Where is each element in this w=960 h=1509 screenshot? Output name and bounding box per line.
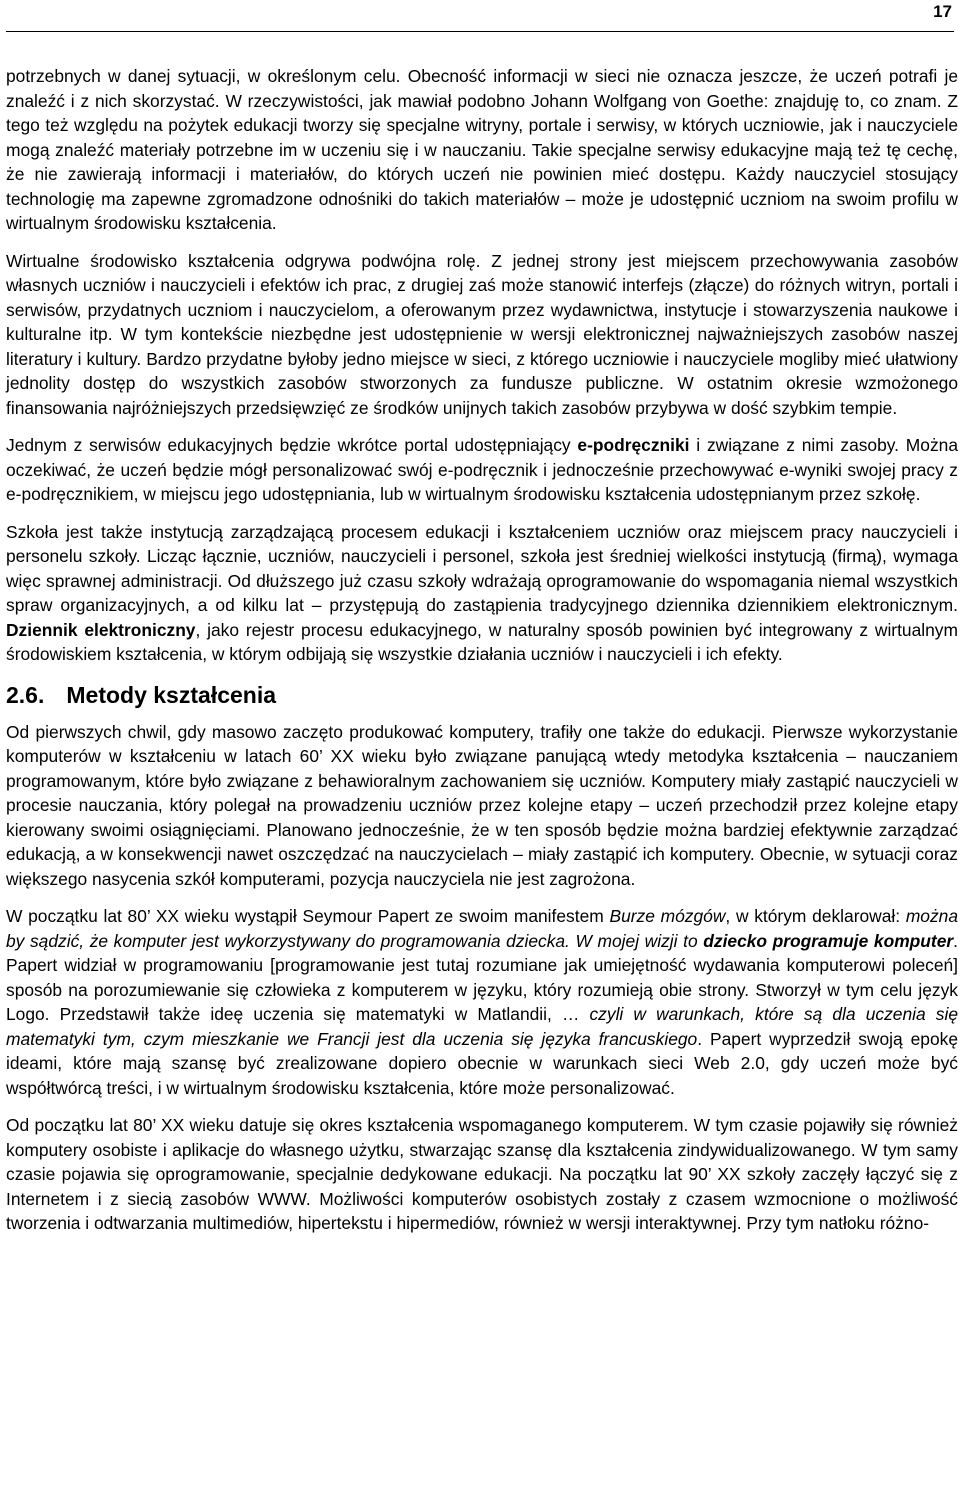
paragraph-6-text-d: . Papert wyprzedził swoją epokę ideami, które mają szansę być zrealizowane dopiero obecnie w warunkach sieci Web 2.0, gdy uczeń może być współtwórcą treści, i w wirtualnym środowisku kształcenia, które może personalizować. (6, 1028, 959, 1098)
papert-quote: można by sądzić, że komputer jest wykorzystywany do programowania dziecka. W mojej wizji to (6, 906, 959, 951)
section-heading (6, 680, 958, 710)
term-dziennik-elektroniczny: Dziennik elektroniczny (6, 619, 196, 640)
paragraph-6-text-c: . Papert widział w programowaniu [programowanie jest tutaj rozumiane jak umiejętność wydawania komputerowi poleceń] sposób na porozumiewanie się człowieka z komputerem w języku, który rozumieją obie strony. Stworzył w tym celu język Logo. Przedstawił także ideę uczenia się matematyki w Matlandii, … (6, 930, 958, 1024)
paragraph-6-text-b: , w którym deklarował: (725, 906, 906, 926)
paragraph-5-text: Od pierwszych chwil, gdy masowo zaczęto produkować komputery, trafiły one także do edukacji. Pierwsze wykorzystanie komputerów w kształceniu w latach 60’ XX wieku było związane panującą wtedy metodyka kształcenia – nauczaniem programowanym, które było związane z behawioralnym zachowaniem się uczniów. Komputery miały zastąpić nauczycieli w procesie nauczania, który polegał na prowadzeniu uczniów przez kolejne etapy – uczeń przechodził przez kolejne etapy kierowany swoimi osiągnięciami. Planowano jednocześnie, że w ten sposób będzie można bardziej efektywnie zarządzać edukacją, a w konsekwencji nawet oszczędzać na nauczycielach – miały zastąpić ich komputery. Obecnie, w sytuacji coraz większego nasycenia szkół komputerami, pozycja nauczyciela nie jest zagrożona. (6, 721, 958, 889)
title-burze-mozgow: Burze mózgów (609, 906, 726, 926)
paragraph-1 (6, 64, 958, 236)
paragraph-1-text: potrzebnych w danej sytuacji, w określonym celu. Obecność informacji w sieci nie oznacza jeszcze, że uczeń potrafi je znaleźć i z nich skorzystać. W rzeczywistości, jak mawiał podobno Johann Wolfgang von Goethe: znajduję to, co znam. Z tego też względu na pożytek edukacji tworzy się specjalne witryny, portale i serwisy, w których uczniowie, jak i nauczyciele mogą znaleźć materiały potrzebne im w uczeniu się i w nauczaniu. Takie specjalne serwisy edukacyjne mają też tę cechę, że nie zawierają informacji i materiałów, do których uczeń nie powinien mieć dostępu. Każdy nauczyciel stosujący technologię ma zapewne zgromadzone odnośniki do takich materiałów – może je udostępnić uczniom na swoim profilu w wirtualnym środowisku kształcenia. (6, 66, 958, 233)
section-title: Metody kształcenia (66, 681, 277, 708)
paragraph-2 (6, 249, 958, 421)
paragraph-7-text: Od początku lat 80’ XX wieku datuje się okres kształcenia wspomaganego komputerem. W tym czasie pojawiły się również komputery osobiste i aplikacje do własnego użytku, stwarzając szansę dla kształcenia zindywidualizowanego. W tym samy czasie pojawia się oprogramowanie, specjalnie dedykowane edukacji. Na początku lat 90’ XX szkoły zaczęły łączyć się z Internetem i z siecią zasobów WWW. Możliwości komputerów osobistych zostały z czasem wzmocnione o możliwość tworzenia i odtwarzania multimediów, hipertekstu i hipermediów, również w wersji interaktywnej. Przy tym natłoku różno- (6, 1115, 958, 1233)
paragraph-4 (6, 520, 958, 667)
paragraph-2-text: Wirtualne środowisko kształcenia odgrywa podwójna rolę. Z jednej strony jest miejscem przechowywania zasobów własnych uczniów i nauczycieli i efektów ich prac, z drugiej zaś może stanowić interfejs (złącze) do różnych witryn, portali i serwisów, przydatnych uczniom i nauczycielom, a oferowanym przez wydawnictwa, instytucje i stowarzyszenia naukowe i kulturalne itp. W tym kontekście niezbędne jest udostępnienie w wersji elektronicznej najważniejszych zasobów naszej literatury i kultury. Bardzo przydatne byłoby jedno miejsce w sieci, z którego uczniowie i nauczyciele mogliby mieć ułatwiony jednolity dostęp do wszystkich zasobów stworzonych za fundusze publiczne. W ostatnim okresie wzmożonego finansowania najróżniejszych przedsięwzięć ze środków unijnych takich zasobów przybywa w dość szybkim tempie. (6, 250, 958, 418)
page-content (6, 64, 958, 1249)
paragraph-5 (6, 720, 958, 892)
paragraph-6 (6, 904, 958, 1100)
paragraph-3 (6, 433, 958, 507)
header-rule (6, 31, 954, 32)
paragraph-3-text-b: i związane z nimi zasoby. Można oczekiwać, że uczeń będzie mógł personalizować swój e-podręcznik i jednocześnie przechowywać e-wyniki swojej pracy z e-podręcznikiem, w miejscu jego udostępniania, lub w wirtualnym środowisku kształcenia udostępnianym przez szkołę. (6, 435, 958, 504)
paragraph-7 (6, 1113, 958, 1236)
section-number: 2.6. (6, 681, 45, 708)
paragraph-4-text-a: Szkoła jest także instytucją zarządzającą procesem edukacji i kształceniem uczniów oraz miejscem pracy nauczycieli i personelu szkoły. Licząc łącznie, uczniów, nauczycieli i personel, szkoła jest średniej wielkości instytucją (firmą), wymaga więc sprawnej administracji. Od dłuższego już czasu szkoły wdrażają oprogramowanie do wspomagania niemal wszystkich spraw organizacyjnych, a od kilku lat – przystępują do zastąpienia tradycyjnego dziennika dziennikiem elektronicznym. (6, 521, 958, 615)
paragraph-3-text-a: Jednym z serwisów edukacyjnych będzie wkrótce portal udostępniający (6, 435, 578, 455)
paragraph-6-text-a: W początku lat 80’ XX wieku wystąpił Seymour Papert ze swoim manifestem (6, 906, 610, 926)
term-e-podreczniki: e-podręczniki (577, 435, 690, 455)
page-number: 17 (933, 2, 952, 21)
paragraph-4-text-b: , jako rejestr procesu edukacyjnego, w naturalny sposób powinien być integrowany z wirtualnym środowiskiem kształcenia, w którym odbijają się wszystkie działania uczniów i nauczycieli i ich efekty. (6, 619, 958, 664)
matlandia-quote: czyli w warunkach, które są dla uczenia się matematyki tym, czym mieszkanie we Francji jest dla uczenia się języka francuskiego (6, 1004, 958, 1049)
papert-quote-emphasis: dziecko programuje komputer (703, 930, 954, 951)
